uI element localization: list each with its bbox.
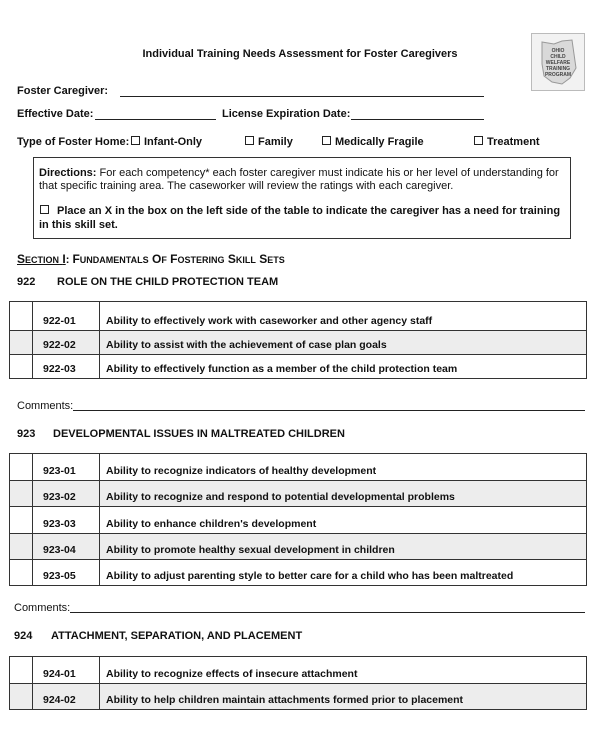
training-need-checkbox[interactable]: [10, 331, 33, 355]
competency-code: 923-05: [33, 560, 100, 586]
competency-text: Ability to enhance children's development: [100, 507, 587, 534]
home-type-family[interactable]: [245, 136, 293, 148]
table-row: [10, 355, 587, 379]
logo-line: WELFARE: [545, 60, 571, 66]
competency-code: 923-02: [33, 481, 100, 507]
directions-text: [39, 167, 564, 193]
training-need-checkbox[interactable]: [10, 534, 33, 560]
home-type-medically-fragile[interactable]: [322, 136, 424, 148]
comments-field-922[interactable]: [73, 410, 585, 411]
license-expiration-label: License Expiration Date:: [222, 108, 351, 120]
competency-text: Ability to adjust parenting style to better care for a child who has been maltreated: [100, 560, 587, 586]
training-need-checkbox[interactable]: [10, 481, 33, 507]
training-need-checkbox[interactable]: [10, 355, 33, 379]
competency-code: 922-03: [33, 355, 100, 379]
logo-line: OHIO: [551, 48, 565, 54]
logo-text: [534, 48, 582, 78]
table-row: [10, 481, 587, 507]
ohio-cwtp-logo: [531, 33, 585, 91]
table-row: [10, 302, 587, 331]
logo-line: CHILD: [550, 54, 566, 60]
home-type-label: Medically Fragile: [335, 136, 424, 148]
comments-field-923[interactable]: [70, 612, 585, 613]
group-code: 924: [14, 630, 33, 642]
table-row: [10, 560, 587, 586]
example-checkbox: [40, 205, 49, 214]
license-expiration-field[interactable]: [351, 119, 484, 120]
group-title: ROLE ON THE CHILD PROTECTION TEAM: [57, 276, 279, 288]
competency-table-923: [9, 453, 587, 586]
competency-table-922: [9, 301, 587, 379]
checkbox[interactable]: [322, 136, 331, 145]
competency-text: Ability to recognize and respond to potential developmental problems: [100, 481, 587, 507]
table-row: [10, 534, 587, 560]
competency-code: 923-01: [33, 454, 100, 481]
section-title: FUNDAMENTALS OF FOSTERING SKILL SETS: [72, 252, 285, 266]
foster-caregiver-field[interactable]: [120, 96, 484, 97]
competency-code: 924-01: [33, 657, 100, 684]
effective-date-field[interactable]: [95, 119, 216, 120]
training-need-checkbox[interactable]: [10, 507, 33, 534]
competency-text: Ability to assist with the achievement of case plan goals: [100, 331, 587, 355]
section-heading: SECTION I: FUNDAMENTALS OF FOSTERING SKILL SETS: [17, 252, 285, 266]
table-row: [10, 657, 587, 684]
training-need-checkbox[interactable]: [10, 454, 33, 481]
home-type-label: Infant-Only: [144, 136, 203, 148]
competency-text: Ability to effectively function as a member of the child protection team: [100, 355, 587, 379]
foster-caregiver-label: Foster Caregiver:: [17, 85, 109, 97]
checkbox[interactable]: [245, 136, 254, 145]
competency-text: Ability to recognize effects of insecure attachment: [100, 657, 587, 684]
home-type-label: Treatment: [487, 136, 540, 148]
section-prefix: [17, 254, 66, 266]
training-need-checkbox[interactable]: [10, 302, 33, 331]
table-row: [10, 454, 587, 481]
checkbox[interactable]: [474, 136, 483, 145]
directions-box: [33, 157, 571, 239]
group-title: DEVELOPMENTAL ISSUES IN MALTREATED CHILDREN: [53, 428, 345, 440]
table-row: [10, 684, 587, 710]
competency-text: Ability to help children maintain attachments formed prior to placement: [100, 684, 587, 710]
group-code: 923: [17, 428, 36, 440]
training-need-checkbox[interactable]: [10, 560, 33, 586]
logo-line: PROGRAM: [544, 72, 572, 78]
home-type-label: Family: [258, 136, 293, 148]
competency-text: Ability to recognize indicators of healthy development: [100, 454, 587, 481]
competency-code: 922-02: [33, 331, 100, 355]
competency-code: 922-01: [33, 302, 100, 331]
comments-label: Comments:: [14, 602, 71, 614]
foster-home-type-label: Type of Foster Home:: [17, 136, 130, 148]
competency-code: 923-03: [33, 507, 100, 534]
competency-table-924: [9, 656, 587, 710]
directions-label: Directions:: [39, 167, 97, 179]
competency-code: 924-02: [33, 684, 100, 710]
group-code: 922: [17, 276, 36, 288]
competency-text: Ability to promote healthy sexual development in children: [100, 534, 587, 560]
group-title: ATTACHMENT, SEPARATION, AND PLACEMENT: [51, 630, 303, 642]
effective-date-label: Effective Date:: [17, 108, 94, 120]
document-title: Individual Training Needs Assessment for Foster Caregivers: [142, 48, 458, 60]
table-row: [10, 507, 587, 534]
competency-text: Ability to effectively work with caseworker and other agency staff: [100, 302, 587, 331]
table-row: [10, 331, 587, 355]
checkbox[interactable]: [131, 136, 140, 145]
directions-body: For each competency* each foster caregiver must indicate his or her level of understanding for that specific training area. The caseworker will review the ratings with each caregiver.: [39, 167, 559, 192]
logo-line: TRAINING: [545, 66, 571, 72]
training-need-checkbox[interactable]: [10, 684, 33, 710]
comments-label: Comments:: [17, 400, 74, 412]
home-type-infant-only[interactable]: [131, 136, 202, 148]
directions-instruction: [39, 204, 564, 232]
section-prefix-text: SECTION I: [17, 252, 66, 266]
home-type-treatment[interactable]: [474, 136, 540, 148]
competency-code: 923-04: [33, 534, 100, 560]
training-need-checkbox[interactable]: [10, 657, 33, 684]
instruction-text: Place an X in the box on the left side of the table to indicate the caregiver has a need for training in this skill set.: [39, 205, 561, 231]
